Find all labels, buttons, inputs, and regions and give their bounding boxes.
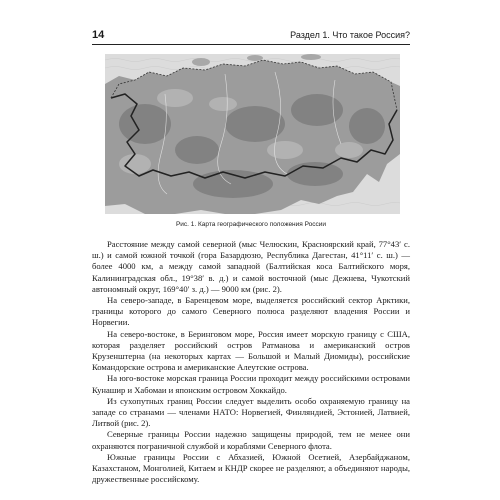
body-text	[92, 239, 410, 485]
paragraph: Южные границы России с Абхазией, Южной Осетией, Азербайджаном, Казахстаном, Монголией, Китаем и КНДР скорее не разделяют, а объединяют народы, дружественные российскому.	[92, 451, 410, 485]
paragraph: Из сухопутных границ России следует выделить особо охраняемую границу на западе со странами — членами НАТО: Норвегией, Финляндией, Эстонией, Латвией, Литвой (рис. 2).	[92, 395, 410, 429]
paragraph: На юго-востоке морская граница России проходит между российскими островами Кунашир и Хабомаи и японским островом Хоккайдо.	[92, 373, 410, 395]
page-number: 14	[92, 29, 105, 41]
header-rule	[92, 44, 410, 45]
running-title: Раздел 1. Что такое Россия?	[290, 30, 410, 40]
paragraph: На северо-востоке, в Беринговом море, Россия имеет морскую границу с США, которая разделяет российский остров Ратманова и американский остров Крузенштерна (на некоторых картах — Большой и Малый Диомиды), российские Командорские острова и американские Алеутские острова.	[92, 328, 410, 373]
paragraph: Северные границы России надежно защищены природой, тем не менее они охраняются пограничной службой и кораблями Северного флота.	[92, 429, 410, 451]
russia-map-figure	[105, 54, 400, 214]
paragraph: Расстояние между самой северной (мыс Челюскин, Красноярский край, 77°43′ с. ш.) и самой южной точкой (гора Базардюзю, Республика Дагестан, 41°11′ с. ш.) — более 4000 км, а между самой западной (Балтийская коса Балтийского моря, Калининградская обл., 19°38′ в. д.) и самой восточной (мыс Дежнева, Чукотский автономный округ, 169°40′ з. д.) — 9000 км (рис. 2).	[92, 239, 410, 294]
page-header	[92, 29, 410, 43]
paragraph: На северо-западе, в Баренцевом море, выделяется российский сектор Арктики, границы которого до самого Северного полюса разделяют владения России и Норвегии.	[92, 295, 410, 328]
figure-caption: Рис. 1. Карта географического положения России	[175, 221, 327, 228]
